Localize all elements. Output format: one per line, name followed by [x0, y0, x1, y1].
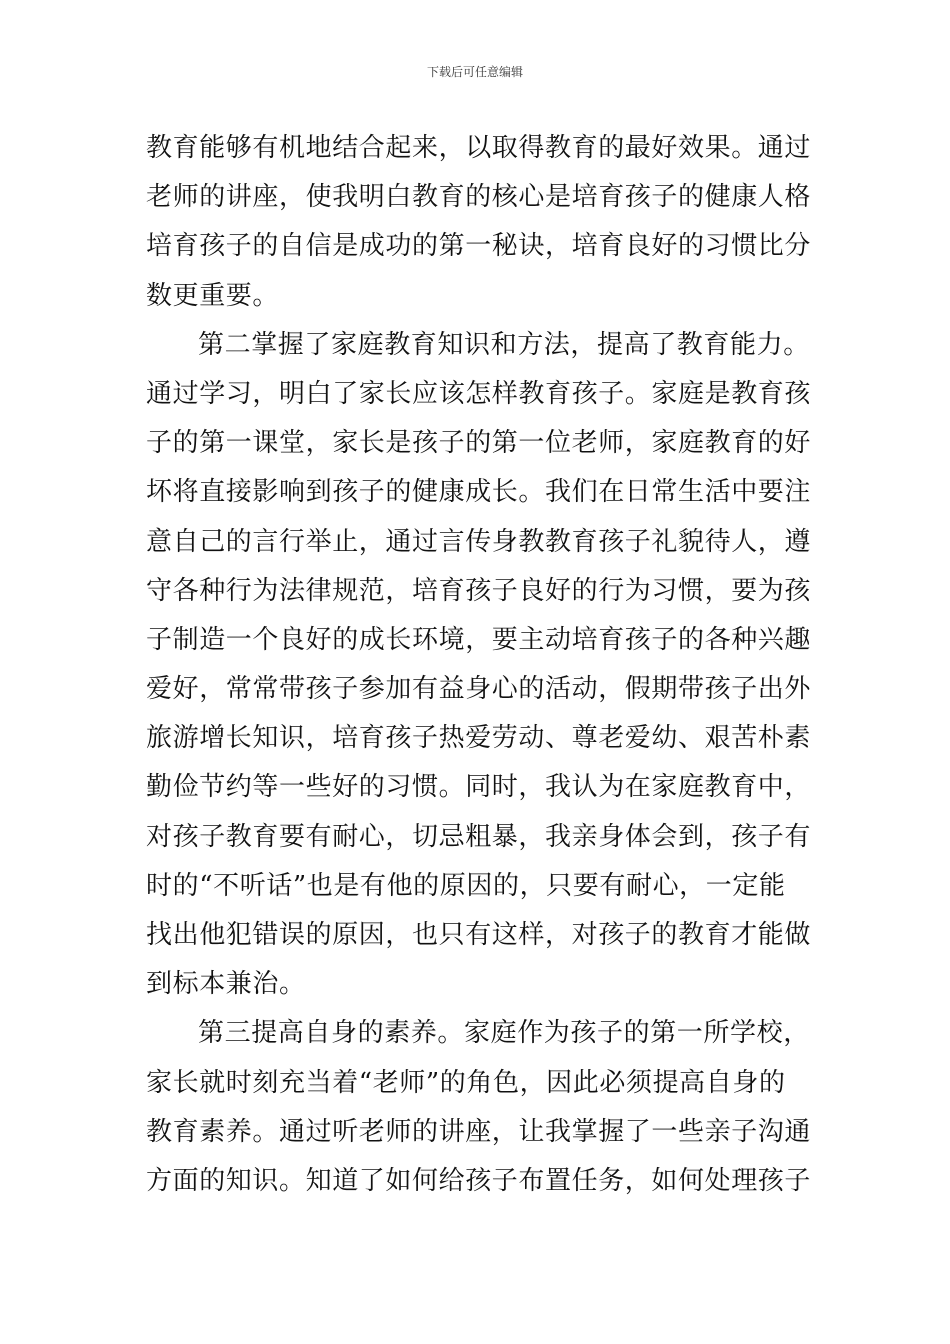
paragraph-start-line: 第三提高自身的素养。家庭作为孩子的第一所学校，: [198, 1018, 810, 1049]
text-line: 意自己的言行举止，通过言传身教教育孩子礼貌待人，遵: [146, 526, 812, 557]
paragraph-start-line: 第二掌握了家庭教育知识和方法，提高了教育能力。: [198, 329, 810, 360]
page-header: 下载后可任意编辑: [426, 65, 523, 79]
text-line: 家长就时刻充当着“老师”的角色，因此必须提高自身的: [146, 1067, 786, 1098]
text-line: 坏将直接影响到孩子的健康成长。我们在日常生活中要注: [146, 477, 812, 508]
text-line: 通过学习，明白了家长应该怎样教育孩子。家庭是教育孩: [146, 378, 812, 409]
text-line: 培育孩子的自信是成功的第一秘诀，培育良好的习惯比分: [146, 231, 812, 262]
text-line: 教育能够有机地结合起来，以取得教育的最好效果。通过: [146, 133, 812, 163]
text-line: 子制造一个良好的成长环境，要主动培育孩子的各种兴趣: [146, 624, 812, 655]
text-line: 旅游增长知识，培育孩子热爱劳动、尊老爱幼、艰苦朴素: [146, 723, 812, 754]
text-line: 时的“不听话”也是有他的原因的，只要有耐心，一定能: [146, 870, 786, 901]
text-line: 数更重要。: [146, 280, 280, 311]
text-line: 方面的知识。知道了如何给孩子布置任务，如何处理孩子: [146, 1165, 812, 1196]
document-body: [146, 124, 810, 1206]
text-line: 教育素养。通过听老师的讲座，让我掌握了一些亲子沟通: [146, 1116, 812, 1147]
text-line: 对孩子教育要有耐心，切忌粗暴，我亲身体会到，孩子有: [146, 821, 812, 852]
text-line: 勤俭节约等一些好的习惯。同时，我认为在家庭教育中，: [146, 772, 812, 803]
text-line: 爱好，常常带孩子参加有益身心的活动，假期带孩子出外: [146, 674, 812, 705]
text-line: 子的第一课堂，家长是孩子的第一位老师，家庭教育的好: [146, 428, 812, 459]
text-line: 到标本兼治。: [146, 969, 306, 1000]
text-line: 找出他犯错误的原因，也只有这样，对孩子的教育才能做: [146, 920, 812, 950]
text-line: 老师的讲座，使我明白教育的核心是培育孩子的健康人格: [146, 182, 812, 213]
text-line: 守各种行为法律规范，培育孩子良好的行为习惯，要为孩: [146, 575, 812, 606]
